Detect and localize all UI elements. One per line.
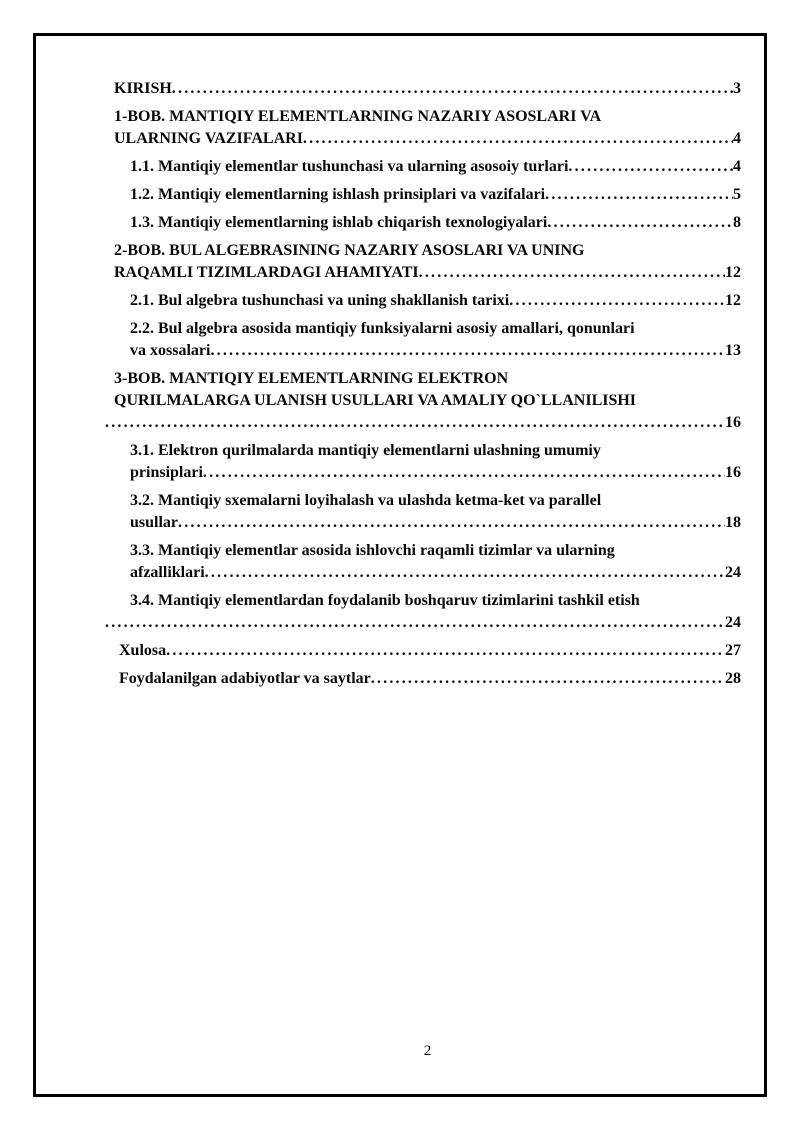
- toc-leader-dots: [568, 156, 733, 178]
- toc-entry-title: usullar: [130, 514, 179, 531]
- page-footer: [114, 1042, 741, 1060]
- toc-page-number: 12: [725, 264, 741, 281]
- toc-page-number: 16: [725, 464, 741, 481]
- toc-entry-line: QURILMALARGA ULANISH USULLARI VA AMALIY QO`LLANILISHI: [114, 392, 637, 409]
- toc-leader-dots: [371, 668, 725, 690]
- toc-page-number: 24: [725, 564, 741, 581]
- toc-leader-dots: [203, 462, 725, 484]
- toc-entry-title: KIRISH: [114, 80, 172, 97]
- toc-entry-title: RAQAMLI TIZIMLARDAGI AHAMIYATI: [114, 264, 419, 281]
- toc-page-number: 16: [725, 414, 741, 431]
- toc-entry-line: 3-BOB. MANTIQIY ELEMENTLARNING ELEKTRON: [114, 370, 509, 387]
- toc-entry-line: 1-BOB. MANTIQIY ELEMENTLARNING NAZARIY ASOSLARI VA: [114, 108, 602, 125]
- toc-entry-title: 2.1. Bul algebra tushunchasi va uning shakllanish tarixi: [130, 292, 510, 309]
- toc-entry-line: [130, 512, 741, 534]
- toc-leader-dots: [105, 612, 725, 634]
- toc-entry-line: 3.4. Mantiqiy elementlardan foydalanib boshqaruv tizimlarini tashkil etish: [130, 592, 640, 609]
- toc-page-number: 28: [725, 670, 741, 687]
- toc-entry-line: [130, 212, 741, 234]
- toc-entry: [130, 590, 741, 634]
- toc-entry-line: [130, 156, 741, 178]
- toc-entry-line: [119, 640, 741, 662]
- toc-entry: [114, 368, 741, 434]
- toc-entry: [119, 668, 741, 690]
- toc-entry-title: Foydalanilgan adabiyotlar va saytlar: [119, 670, 371, 687]
- toc-entry-line: [130, 340, 741, 362]
- toc-entry-line: [119, 668, 741, 690]
- toc-page-number: 13: [725, 342, 741, 359]
- toc-page-number: 5: [733, 186, 741, 203]
- toc-page-number: 4: [733, 130, 741, 147]
- toc-entry-title: Xulosa: [119, 642, 167, 659]
- toc-entry-title: prinsiplari: [130, 464, 203, 481]
- toc-entry-line: 3.3. Mantiqiy elementlar asosida ishlovchi raqamli tizimlar va ularning: [130, 542, 615, 559]
- toc-leader-dots: [303, 128, 733, 150]
- table-of-contents: [114, 78, 741, 696]
- toc-entry-line: [114, 262, 741, 284]
- toc-entry: [130, 490, 741, 534]
- toc-entry: [119, 640, 741, 662]
- toc-leader-dots: [205, 562, 725, 584]
- toc-entry-line: 2-BOB. BUL ALGEBRASINING NAZARIY ASOSLARI VA UNING: [114, 242, 585, 259]
- toc-entry: [130, 440, 741, 484]
- toc-page-number: 12: [725, 292, 741, 309]
- toc-entry-title: 1.1. Mantiqiy elementlar tushunchasi va ularning asosoiy turlari: [130, 158, 569, 175]
- toc-leader-dots: [166, 640, 725, 662]
- toc-entry-line: [130, 462, 741, 484]
- toc-entry: [130, 318, 741, 362]
- footer-page-number: 2: [423, 1043, 432, 1059]
- toc-page-number: 3: [733, 80, 741, 97]
- toc-leader-dots: [547, 212, 733, 234]
- toc-page-number: 18: [725, 514, 741, 531]
- toc-entry: [130, 540, 741, 584]
- toc-entry-line: 2.2. Bul algebra asosida mantiqiy funksiyalarni asosiy amallari, qonunlari: [130, 320, 635, 337]
- toc-entry: [130, 156, 741, 178]
- toc-entry: [114, 78, 741, 100]
- toc-entry-line: [130, 184, 741, 206]
- toc-entry-title: va xossalari: [130, 342, 211, 359]
- toc-entry-line: [130, 562, 741, 584]
- toc-entry: [130, 212, 741, 234]
- toc-entry-title: ULARNING VAZIFALARI: [114, 130, 303, 147]
- toc-page-number: 24: [725, 614, 741, 631]
- toc-entry-line: [114, 78, 741, 100]
- toc-entry: [130, 290, 741, 312]
- toc-leader-dots: [105, 412, 725, 434]
- toc-leader-dots: [419, 262, 725, 284]
- toc-page-number: 4: [733, 158, 741, 175]
- toc-leader-dots: [172, 78, 733, 100]
- toc-entry: [114, 106, 741, 150]
- toc-entry-line: 3.1. Elektron qurilmalarda mantiqiy elementlarni ulashning umumiy: [130, 442, 601, 459]
- toc-leader-dots: [178, 512, 725, 534]
- toc-entry: [130, 184, 741, 206]
- toc-leader-dots: [545, 184, 733, 206]
- toc-leader-dots: [509, 290, 725, 312]
- toc-entry-line: 3.2. Mantiqiy sxemalarni loyihalash va ulashda ketma-ket va parallel: [130, 492, 602, 509]
- toc-entry-line: [114, 128, 741, 150]
- toc-entry-title: 1.3. Mantiqiy elementlarning ishlab chiqarish texnologiyalari: [130, 214, 548, 231]
- toc-entry-line: [130, 290, 741, 312]
- toc-entry: [114, 240, 741, 284]
- toc-entry-title: afzalliklari: [130, 564, 205, 581]
- toc-entry-line: [105, 412, 741, 434]
- toc-entry-title: 1.2. Mantiqiy elementlarning ishlash prinsiplari va vazifalari: [130, 186, 546, 203]
- toc-leader-dots: [210, 340, 725, 362]
- toc-entry-line: [105, 612, 741, 634]
- toc-page-number: 27: [725, 642, 741, 659]
- toc-page-number: 8: [733, 214, 741, 231]
